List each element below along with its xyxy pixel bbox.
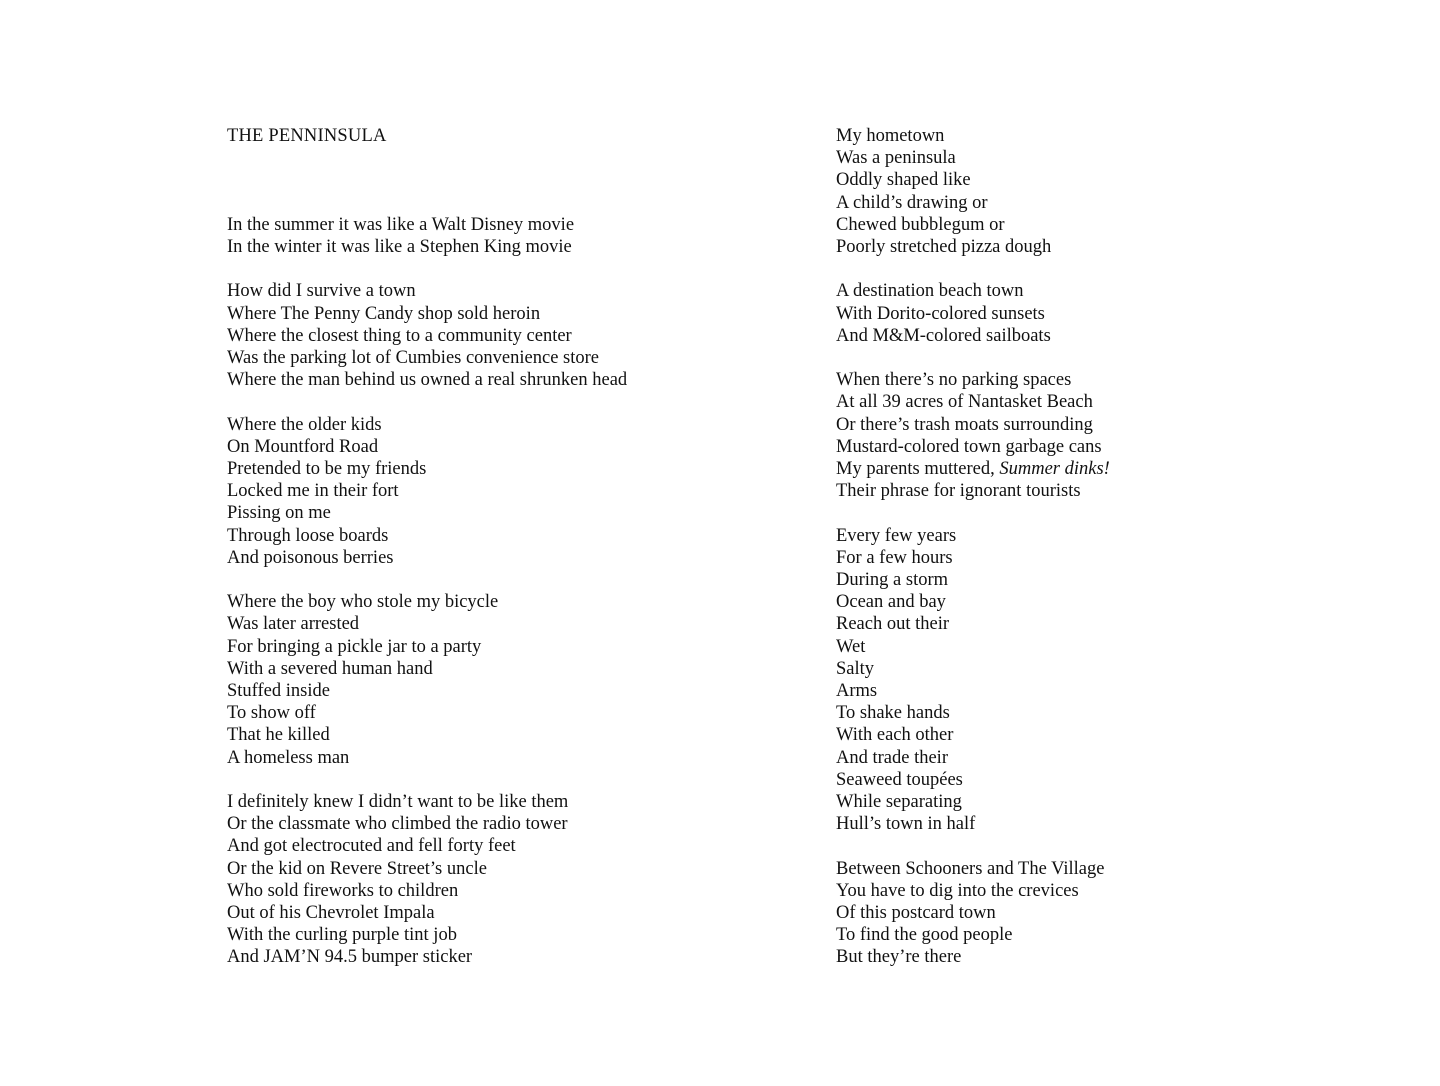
poem-line: [836, 636, 1336, 658]
poem-line-text: With a severed human hand: [227, 658, 433, 679]
title-spacer: [227, 147, 787, 214]
poem-line-text: A child’s drawing or: [836, 192, 988, 213]
poem-line-text: Out of his Chevrolet Impala: [227, 903, 435, 924]
poem-line-text: During a storm: [836, 570, 949, 591]
poem-line: [227, 791, 787, 813]
poem-line: [836, 369, 1336, 391]
poem-line: [836, 525, 1336, 547]
poem-line: [836, 769, 1336, 791]
poem-line: [836, 214, 1336, 236]
poem-line-text: And M&M-colored sailboats: [836, 325, 1051, 346]
poem-stanza: [836, 369, 1336, 502]
poem-line: [836, 125, 1336, 147]
poem-line: [227, 813, 787, 835]
poem-line: [227, 436, 787, 458]
poem-line-text: Through loose boards: [227, 525, 389, 546]
poem-line-text: And poisonous berries: [227, 547, 394, 568]
poem-line-text: Of this postcard town: [836, 903, 996, 924]
poem-line-text: I definitely knew I didn’t want to be like them: [227, 792, 569, 813]
poem-line: [836, 480, 1336, 502]
poem-line: [227, 924, 787, 946]
poem-line: [836, 924, 1336, 946]
poem-line-text: Who sold fireworks to children: [227, 880, 459, 901]
poem-line-text: Or the kid on Revere Street’s uncle: [227, 858, 487, 879]
poem-line: [227, 702, 787, 724]
poem-line-text: In the summer it was like a Walt Disney movie: [227, 214, 575, 235]
poem-title: THE PENNINSULA: [227, 126, 387, 146]
poem-line: [227, 835, 787, 857]
poem-line-text: Or the classmate who climbed the radio tower: [227, 814, 568, 835]
poem-line: [227, 636, 787, 658]
poem-line: [836, 902, 1336, 924]
poem-line: [227, 858, 787, 880]
poem-stanza: [227, 414, 787, 569]
poem-italic-phrase: Summer dinks!: [999, 459, 1110, 480]
poem-line-text: Was later arrested: [227, 614, 360, 635]
poem-line-text: Was a peninsula: [836, 148, 956, 169]
poem-line: [227, 458, 787, 480]
poem-line-text: Pissing on me: [227, 503, 331, 524]
poem-line-text: Oddly shaped like: [836, 170, 971, 191]
poem-stanza: [227, 791, 787, 969]
poem-line: [836, 303, 1336, 325]
poem-line: [227, 325, 787, 347]
poem-line: [227, 591, 787, 613]
poem-line-text: At all 39 acres of Nantasket Beach: [836, 392, 1093, 413]
poem-line-text: Ocean and bay: [836, 592, 946, 613]
poem-line: [836, 880, 1336, 902]
poem-line: [227, 658, 787, 680]
poem-line-text: And JAM’N 94.5 bumper sticker: [227, 947, 473, 968]
poem-line-text: Reach out their: [836, 614, 950, 635]
poem-line-text: Chewed bubblegum or: [836, 214, 1005, 235]
poem-line-text: Mustard-colored town garbage cans: [836, 436, 1102, 457]
poem-line: [836, 702, 1336, 724]
poem-line: [836, 613, 1336, 635]
poem-stanza: [836, 858, 1336, 969]
poem-line-text: Hull’s town in half: [836, 814, 976, 835]
poem-line-text: On Mountford Road: [227, 436, 379, 457]
poem-line: [836, 724, 1336, 746]
poem-stanza: [227, 591, 787, 769]
poem-line-text: To show off: [227, 703, 316, 724]
poem-line: [227, 547, 787, 569]
poem-line: [227, 414, 787, 436]
poem-line: [836, 680, 1336, 702]
poem-line-text: With Dorito-colored sunsets: [836, 303, 1045, 324]
poem-right-column: [836, 125, 1336, 991]
poem-line: [227, 347, 787, 369]
poem-line: [227, 880, 787, 902]
poem-line-text: Wet: [836, 636, 866, 657]
poem-line: [836, 147, 1336, 169]
poem-line: [836, 547, 1336, 569]
poem-line-text: While separating: [836, 792, 962, 813]
poem-line-text: A destination beach town: [836, 281, 1024, 302]
poem-line-text: When there’s no parking spaces: [836, 370, 1072, 391]
poem-line-text: Locked me in their fort: [227, 481, 399, 502]
poem-line: [227, 369, 787, 391]
poem-line: [227, 724, 787, 746]
poem-line-text: Salty: [836, 658, 875, 679]
poem-stanza: [836, 125, 1336, 258]
poem-line-text: Was the parking lot of Cumbies convenience store: [227, 348, 600, 368]
poem-line-text: Where the boy who stole my bicycle: [227, 592, 499, 613]
poem-line-text: With the curling purple tint job: [227, 925, 457, 946]
poem-line: [227, 502, 787, 524]
poem-line-text: With each other: [836, 725, 954, 746]
poem-line: [227, 946, 787, 968]
poem-line-text: Where The Penny Candy shop sold heroin: [227, 303, 541, 324]
poem-line: [836, 946, 1336, 968]
poem-line-text: To shake hands: [836, 703, 950, 724]
left-stanzas: [227, 214, 787, 969]
poem-line: [227, 480, 787, 502]
right-stanzas: [836, 125, 1336, 969]
poem-line-text: Arms: [836, 681, 878, 702]
poem-line: [836, 813, 1336, 835]
poem-line-text: For bringing a pickle jar to a party: [227, 636, 482, 657]
poem-line-text: In the winter it was like a Stephen King movie: [227, 237, 572, 257]
poem-line-text: Their phrase for ignorant tourists: [836, 481, 1081, 502]
poem-line: [836, 325, 1336, 347]
poem-line-text: Seaweed toupées: [836, 769, 963, 790]
poem-line-text: Every few years: [836, 525, 957, 546]
poem-line: [836, 414, 1336, 436]
poem-line: [836, 591, 1336, 613]
poem-line-text: Between Schooners and The Village: [836, 858, 1105, 879]
poem-stanza: [836, 525, 1336, 836]
poem-left-column: [227, 125, 787, 991]
poem-line: [227, 214, 787, 236]
poem-line-text: To find the good people: [836, 925, 1013, 946]
poem-line: [836, 791, 1336, 813]
poem-line-text: A homeless man: [227, 747, 350, 768]
poem-line: [227, 280, 787, 302]
poem-line-text: My parents muttered,: [836, 459, 1000, 480]
poem-line: [836, 858, 1336, 880]
poem-line: [836, 658, 1336, 680]
poem-line: [836, 169, 1336, 191]
poem-line: [227, 236, 787, 258]
poem-line: [836, 280, 1336, 302]
poem-line-text: For a few hours: [836, 547, 953, 568]
poem-line-text: But they’re there: [836, 947, 962, 968]
poem-line: [227, 680, 787, 702]
poem-stanza: [227, 214, 787, 258]
poem-line: [836, 569, 1336, 591]
poem-line: [227, 525, 787, 547]
poem-line: [227, 902, 787, 924]
poem-line-text: Where the older kids: [227, 414, 382, 435]
poem-line-text: Stuffed inside: [227, 681, 330, 702]
poem-line-text: That he killed: [227, 725, 330, 746]
poem-line-text: Or there’s trash moats surrounding: [836, 414, 1093, 435]
poem-line: [836, 747, 1336, 769]
poem-line-text: Pretended to be my friends: [227, 459, 427, 479]
poem-line: [836, 458, 1336, 480]
poem-line: [836, 236, 1336, 258]
poem-line-text: Where the closest thing to a community center: [227, 325, 572, 346]
poem-line-text: How did I survive a town: [227, 281, 416, 302]
poem-stanza: [836, 280, 1336, 347]
poem-stanza: [227, 280, 787, 391]
poem-line-text: My hometown: [836, 126, 945, 146]
poem-line: [227, 303, 787, 325]
poem-line: [227, 613, 787, 635]
poem-line-text: You have to dig into the crevices: [836, 880, 1079, 901]
poem-line: [836, 192, 1336, 214]
poem-line: [227, 747, 787, 769]
poem-line-text: And got electrocuted and fell forty feet: [227, 836, 516, 857]
poem-line: [836, 436, 1336, 458]
poem-line: [836, 391, 1336, 413]
poem-line-text: Poorly stretched pizza dough: [836, 237, 1052, 258]
poem-line-text: Where the man behind us owned a real shrunken head: [227, 370, 628, 391]
poem-line-text: And trade their: [836, 747, 948, 768]
